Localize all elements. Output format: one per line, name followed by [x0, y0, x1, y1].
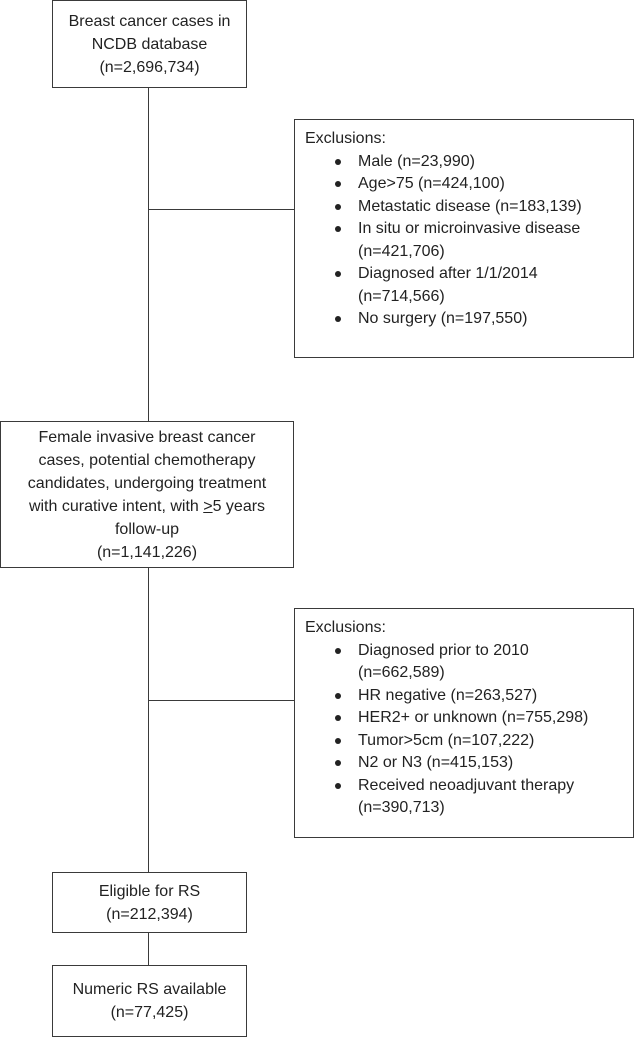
connector-vertical-3 [148, 933, 149, 965]
list-item: Diagnosed after 1/1/2014 (n=714,566) [305, 263, 623, 308]
exclusions-title: Exclusions: [305, 130, 386, 147]
connector-horizontal-1 [148, 209, 294, 210]
exclusions-box-1 [294, 119, 634, 358]
box1-line2: NCDB database [91, 35, 208, 53]
exclusions-box-2 [294, 608, 634, 838]
connector-vertical-2 [148, 568, 149, 872]
list-item: Diagnosed prior to 2010 (n=662,589) [305, 640, 623, 685]
list-item: Male (n=23,990) [305, 151, 623, 174]
connector-horizontal-2 [148, 700, 294, 701]
box4-line1: Numeric RS available [72, 981, 227, 998]
box2-line5: follow-up [114, 520, 180, 538]
box-numeric-rs-available [52, 965, 247, 1037]
list-item: N2 or N3 (n=415,153) [305, 752, 623, 775]
list-item: HR negative (n=263,527) [305, 685, 623, 708]
connector-vertical-1 [148, 88, 149, 421]
box2-line1: Female invasive breast cancer [38, 428, 256, 446]
list-item: HER2+ or unknown (n=755,298) [305, 707, 623, 730]
box2-line4: with curative intent, with >5 years [28, 497, 266, 515]
list-item: Received neoadjuvant therapy (n=390,713) [305, 775, 623, 820]
box-female-invasive-cases [0, 421, 294, 568]
list-item: No surgery (n=197,550) [305, 308, 623, 331]
list-item: Tumor>5cm (n=107,222) [305, 730, 623, 753]
exclusions-list [305, 151, 623, 331]
exclusions-list [305, 640, 623, 820]
box3-line1: Eligible for RS [98, 882, 201, 900]
box3-count: (n=212,394) [106, 905, 193, 923]
exclusions-title: Exclusions: [305, 619, 386, 636]
box2-count: (n=1,141,226) [96, 543, 198, 561]
box2-line2: cases, potential chemotherapy [38, 451, 256, 469]
box-eligible-for-rs [52, 872, 247, 933]
list-item: Age>75 (n=424,100) [305, 173, 623, 196]
list-item: In situ or microinvasive disease (n=421,706) [305, 218, 623, 263]
box-breast-cancer-cases [52, 0, 247, 88]
box4-count: (n=77,425) [110, 1004, 189, 1021]
list-item: Metastatic disease (n=183,139) [305, 196, 623, 219]
box1-count: (n=2,696,734) [99, 58, 200, 76]
box1-line1: Breast cancer cases in [68, 12, 231, 30]
box2-line3: candidates, undergoing treatment [27, 474, 267, 492]
